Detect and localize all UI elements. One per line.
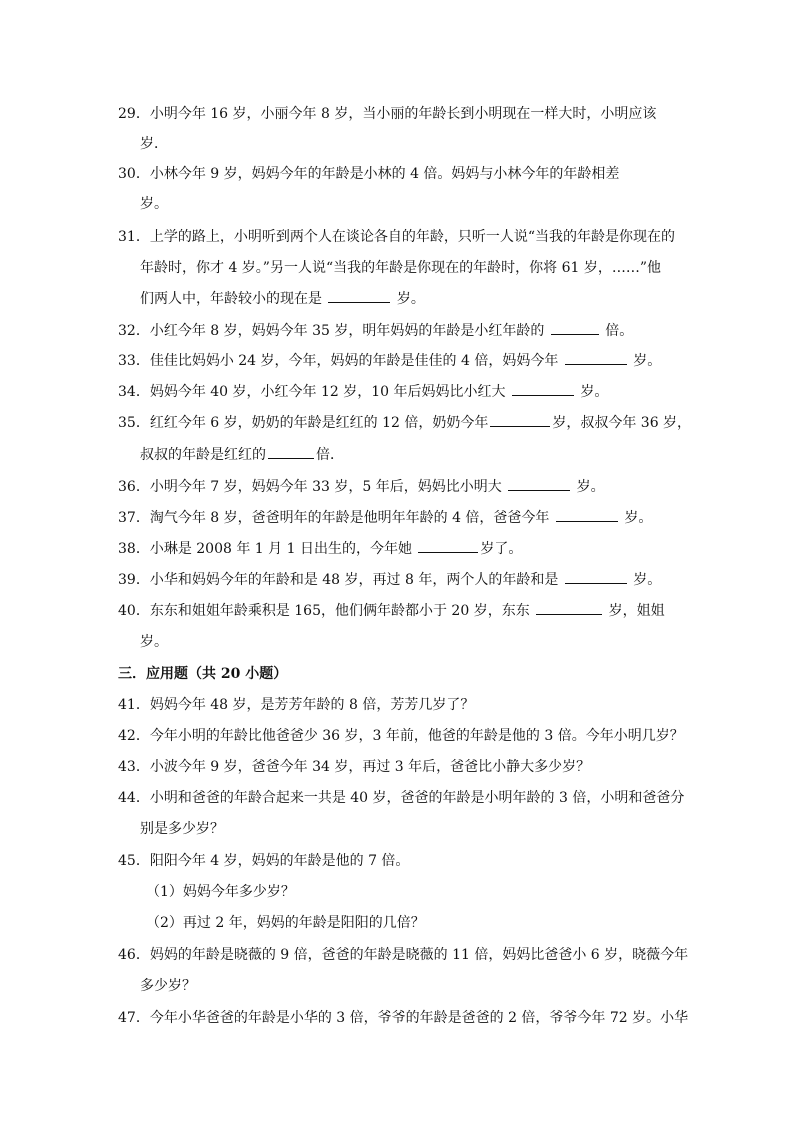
problem-47: 47．今年小华爸爸的年龄是小华的 3 倍，爷爷的年龄是爸爸的 2 倍，爷爷今年 72 岁。小华: [118, 1010, 689, 1026]
answer-blank[interactable]: [418, 538, 478, 553]
question-32: 32．小红今年 8 岁，妈妈今年 35 岁，明年妈妈的年龄是小红年龄的 倍。: [118, 316, 684, 346]
question-38: 38．小琳是 2008 年 1 月 1 日出生的，今年她 岁了。: [118, 534, 684, 564]
problem-46-cont: 多少岁？: [140, 978, 196, 994]
question-37: 37．淘气今年 8 岁，爸爸明年的年龄是他明年年龄的 4 倍，爸爸今年 岁。: [118, 503, 684, 533]
problem-44-cont: 别是多少岁？: [140, 821, 224, 837]
problem-45-part-1: （1）妈妈今年多少岁？: [146, 884, 295, 900]
question-29: 29．小明今年 16 岁，小丽今年 8 岁，当小丽的年龄长到小明现在一样大时，小明应该: [118, 106, 657, 122]
answer-blank[interactable]: [512, 381, 574, 396]
problem-41: 41．妈妈今年 48 岁，是芳芳年龄的 8 倍，芳芳几岁了？: [118, 697, 475, 713]
question-30: 30．小林今年 9 岁，妈妈今年的年龄是小林的 4 倍。妈妈与小林今年的年龄相差: [118, 166, 620, 182]
question-40: 40．东东和姐姐年龄乘积是 165，他们俩年龄都小于 20 岁，东东 岁，姐姐: [118, 596, 684, 626]
answer-blank[interactable]: [508, 476, 570, 491]
answer-blank[interactable]: [565, 569, 627, 584]
answer-blank[interactable]: [551, 320, 599, 335]
problem-43: 43．小波今年 9 岁，爸爸今年 34 岁，再过 3 年后，爸爸比小静大多少岁？: [118, 759, 591, 775]
answer-blank[interactable]: [328, 288, 390, 303]
answer-blank[interactable]: [490, 412, 550, 427]
question-39: 39．小华和妈妈今年的年龄和是 48 岁，再过 8 年，两个人的年龄和是 岁。: [118, 565, 684, 595]
question-35: 35．红红今年 6 岁，奶奶的年龄是红红的 12 倍，奶奶今年 岁，叔叔今年 36 岁，: [118, 408, 684, 438]
question-31: 31．上学的路上，小明听到两个人在谈论各自的年龄，只听一人说“当我的年龄是你现在的: [118, 229, 675, 245]
question-30-cont: 岁。: [140, 196, 168, 212]
problem-45-part-2: （2）再过 2 年，妈妈的年龄是阳阳的几倍？: [146, 915, 425, 931]
problem-44: 44．小明和爸爸的年龄合起来一共是 40 岁，爸爸的年龄是小明年龄的 3 倍，小明和爸爸分: [118, 790, 685, 806]
problem-46: 46．妈妈的年龄是晓薇的 9 倍，爸爸的年龄是晓薇的 11 倍，妈妈比爸爸小 6 岁，晓薇今年: [118, 947, 689, 963]
question-31-line3: 们两人中，年龄较小的现在是 岁。: [140, 284, 425, 314]
question-31-line2: 年龄时，你才 4 岁。”另一人说“当我的年龄是你现在的年龄时，你将 61 岁，……”他: [140, 260, 661, 276]
question-29-cont: 岁．: [140, 136, 168, 152]
question-36: 36．小明今年 7 岁，妈妈今年 33 岁，5 年后，妈妈比小明大 岁。: [118, 472, 684, 502]
problem-45: 45．阳阳今年 4 岁，妈妈的年龄是他的 7 倍。: [118, 853, 410, 869]
question-34: 34．妈妈今年 40 岁，小红今年 12 岁，10 年后妈妈比小红大 岁。: [118, 377, 684, 407]
problem-42: 42．今年小明的年龄比他爸爸少 36 岁，3 年前，他爸的年龄是他的 3 倍。今年小明几岁？: [118, 728, 684, 744]
answer-blank[interactable]: [565, 350, 627, 365]
question-40-cont: 岁。: [140, 634, 168, 650]
answer-blank[interactable]: [536, 600, 602, 615]
question-35-cont: 叔叔的年龄是红红的 倍．: [140, 440, 344, 470]
answer-blank[interactable]: [556, 507, 618, 522]
answer-blank[interactable]: [268, 444, 314, 459]
question-33: 33．佳佳比妈妈小 24 岁，今年，妈妈的年龄是佳佳的 4 倍，妈妈今年 岁。: [118, 346, 684, 376]
section-title: 三．应用题（共 20 小题）: [118, 666, 288, 682]
